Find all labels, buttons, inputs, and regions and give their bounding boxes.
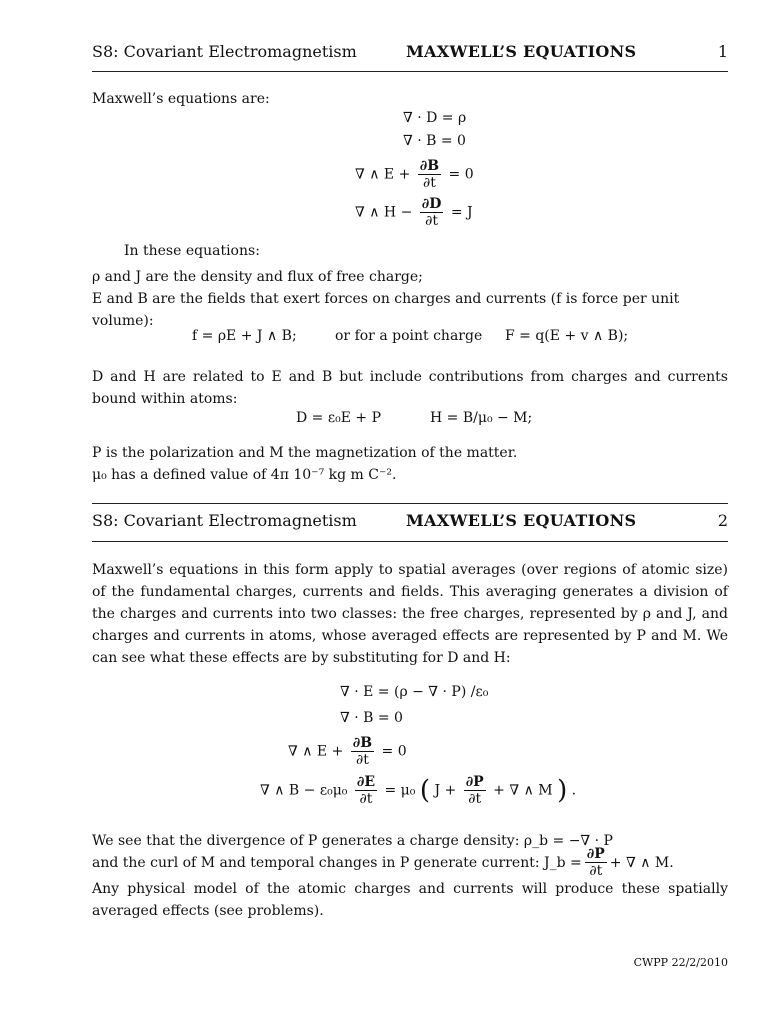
- footer-credit: CWPP 22/2/2010: [633, 956, 728, 969]
- course-title: S8: Covariant Electromagnetism: [92, 42, 357, 61]
- rho-line: ρ and J are the density and flux of free charge;: [92, 269, 423, 285]
- header-rule: [92, 71, 728, 72]
- ampere-maxwell-equation: ∇ ∧ B − ε₀μ₀ $\frac{\partial E}{\partial t}$ = μ₀ ( J + $\frac{\partial P}{\partial t}$ + ∇ ∧ M ) .: [260, 774, 577, 807]
- header-rule: [92, 541, 728, 542]
- ampere-equation: ∇ ∧ H − $\frac{\partial D}{\partial t}$ = J: [355, 196, 473, 229]
- divergence-e-equation: ∇ · E = (ρ − ∇ · P) /ε₀: [340, 684, 489, 700]
- in-these-text: In these equations:: [124, 243, 260, 259]
- dh-paragraph: D and H are related to E and B but include contributions from charges and currents bound within atoms:: [92, 369, 728, 407]
- force-density-equation: f = ρE + J ∧ B;: [192, 328, 297, 344]
- faraday-equation: ∇ ∧ E + $\frac{\partial B}{\partial t}$ = 0: [355, 158, 474, 191]
- page1-header: [92, 42, 728, 66]
- d-constitutive-equation: D = ε₀E + P: [296, 410, 381, 426]
- point-charge-text: or for a point charge: [335, 328, 483, 344]
- slide-number: 1: [717, 42, 728, 61]
- no-monopole-equation: ∇ · B = 0: [403, 133, 466, 149]
- divider-rule: [92, 503, 728, 504]
- mu0-line: μ₀ has a defined value of 4π 10⁻⁷ kg m C⁻².: [92, 467, 397, 483]
- faraday-equation: ∇ ∧ E + $\frac{\partial B}{\partial t}$ = 0: [288, 735, 407, 768]
- intro-text: Maxwell’s equations are:: [92, 91, 270, 107]
- section-title: MAXWELL’S EQUATIONS: [406, 511, 637, 530]
- gauss-law-equation: ∇ · D = ρ: [403, 110, 467, 126]
- fields-line: E and B are the fields that exert forces on charges and currents (f is force per unit volume):: [92, 291, 680, 329]
- lorentz-force-equation: F = q(E + v ∧ B);: [505, 328, 629, 344]
- h-constitutive-equation: H = B/μ₀ − M;: [430, 410, 533, 426]
- slide-number: 2: [717, 511, 728, 530]
- averaging-paragraph: Maxwell’s equations in this form apply to spatial averages (over regions of atomic size) of the fundamental charges, currents and fields. This averaging generates a division of the charges and currents into two classes: the free charges, represented by ρ and J, and charges and currents in atoms, whose averaged effects are represented by P and M. We can see what these effects are by substituting for D and H:: [92, 562, 728, 666]
- curl-line: and the curl of M and temporal changes in P generate current: J_b = $\frac{\partial P}{\partial t}$ + ∇ ∧ M.: [92, 846, 674, 879]
- final-paragraph: Any physical model of the atomic charges and currents will produce these spatially averaged effects (see problems).: [92, 881, 728, 919]
- polarization-line: P is the polarization and M the magnetization of the matter.: [92, 445, 518, 461]
- divergence-b-equation: ∇ · B = 0: [340, 710, 403, 726]
- page2-header: [92, 511, 728, 535]
- divergence-line: We see that the divergence of P generates a charge density: ρ_b = −∇ · P: [92, 833, 613, 849]
- course-title: S8: Covariant Electromagnetism: [92, 511, 357, 530]
- section-title: MAXWELL’S EQUATIONS: [406, 42, 637, 61]
